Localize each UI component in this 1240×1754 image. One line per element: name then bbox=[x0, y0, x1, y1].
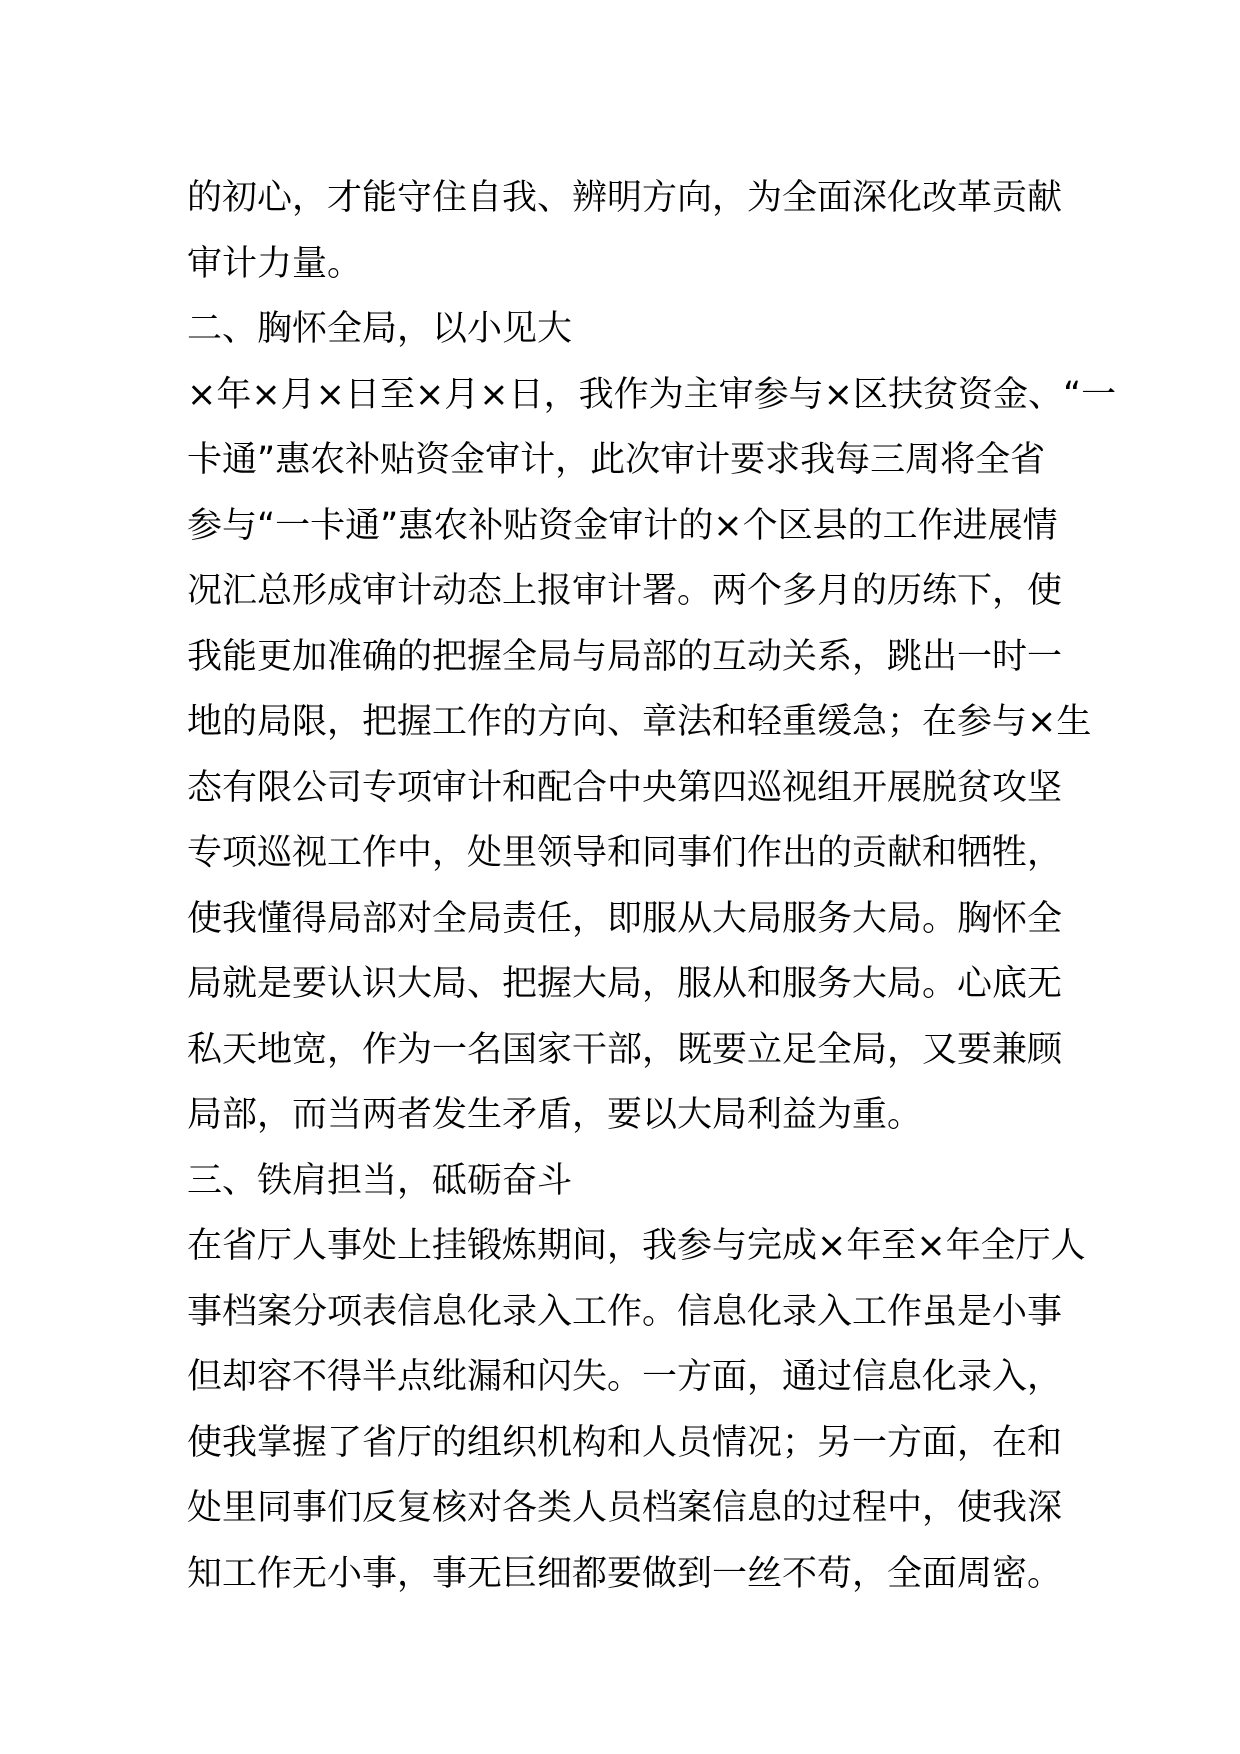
text-line: 私天地宽，作为一名国家干部，既要立足全局，又要兼顾 bbox=[187, 1029, 1063, 1070]
text-line: 态有限公司专项审计和配合中央第四巡视组开展脱贫攻坚 bbox=[187, 767, 1063, 808]
text-line: 在省厅人事处上挂锻炼期间，我参与完成×年至×年全厅人 bbox=[187, 1226, 1086, 1266]
text-line: 卡通”惠农补贴资金审计，此次审计要求我每三周将全省 bbox=[187, 440, 1046, 480]
text-line: 的初心，才能守住自我、辨明方向，为全面深化改革贡献 bbox=[187, 178, 1063, 218]
text-line: 审计力量。 bbox=[187, 243, 363, 284]
document-body bbox=[187, 166, 1117, 1607]
text-line: 参与“一卡通”惠农补贴资金审计的×个区县的工作进展情 bbox=[187, 505, 1058, 546]
text-line: 处里同事们反复核对各类人员档案信息的过程中，使我深 bbox=[187, 1488, 1063, 1528]
text-line: 专项巡视工作中，处里领导和同事们作出的贡献和牺牲， bbox=[187, 833, 1063, 873]
text-line: 但却容不得半点纰漏和闪失。一方面，通过信息化录入， bbox=[187, 1357, 1063, 1397]
text-line: 局就是要认识大局、把握大局，服从和服务大局。心底无 bbox=[187, 964, 1063, 1004]
text-line: 我能更加准确的把握全局与局部的互动关系，跳出一时一 bbox=[187, 636, 1063, 677]
text-line: 地的局限，把握工作的方向、章法和轻重缓急；在参与×生 bbox=[187, 702, 1092, 742]
text-line: 局部，而当两者发生矛盾，要以大局利益为重。 bbox=[187, 1095, 923, 1135]
section-heading: 二、胸怀全局，以小见大 bbox=[187, 309, 573, 349]
text-line: 况汇总形成审计动态上报审计署。两个多月的历练下，使 bbox=[187, 571, 1063, 611]
text-line: ×年×月×日至×月×日，我作为主审参与×区扶贫资金、“一 bbox=[187, 374, 1117, 415]
text-line: 使我懂得局部对全局责任，即服从大局服务大局。胸怀全 bbox=[187, 898, 1063, 939]
section-heading: 三、铁肩担当，砥砺奋斗 bbox=[187, 1160, 573, 1201]
text-line: 使我掌握了省厅的组织机构和人员情况；另一方面，在和 bbox=[187, 1422, 1063, 1463]
text-line: 知工作无小事，事无巨细都要做到一丝不苟，全面周密。 bbox=[187, 1553, 1063, 1594]
text-line: 事档案分项表信息化录入工作。信息化录入工作虽是小事 bbox=[187, 1291, 1063, 1332]
